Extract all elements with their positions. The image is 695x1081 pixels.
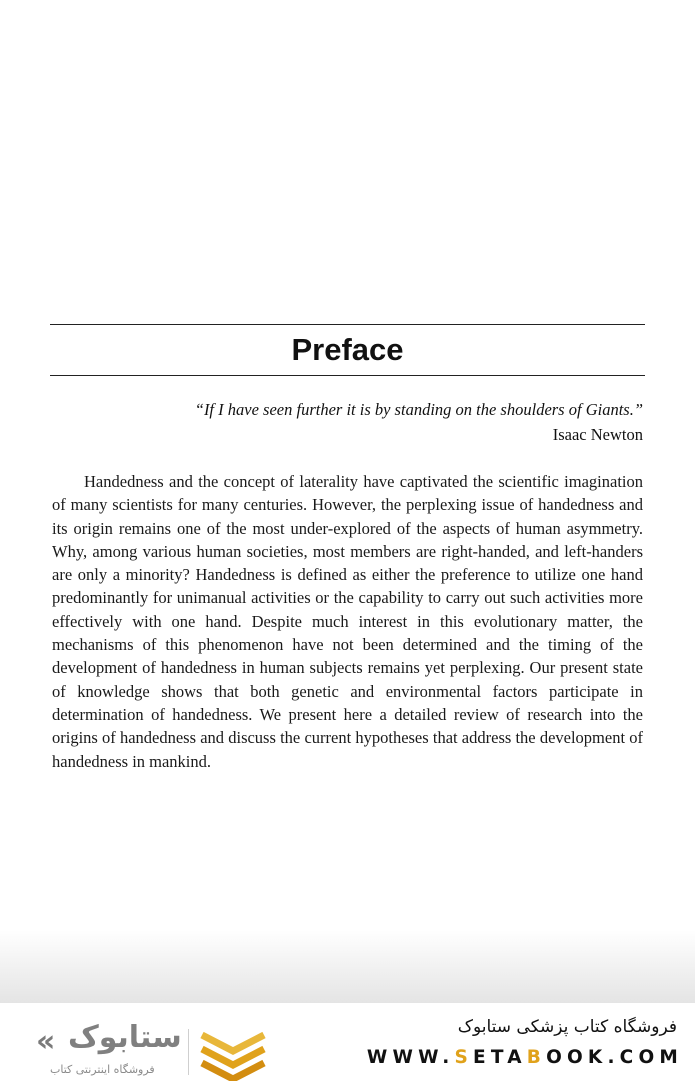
page-heading: Preface	[291, 332, 404, 367]
double-chevron-left-icon: «	[36, 1024, 56, 1059]
logo-divider	[188, 1029, 189, 1075]
logo-subtext: فروشگاه اینترنتی کتاب	[50, 1063, 155, 1076]
url-part-1: WWW.	[366, 1047, 455, 1068]
preface-body-paragraph: Handedness and the concept of laterality have captivated the scientific imagination of many scientists for many centuries. However, the perplexing issue of handedness and its origin remains one of the most under-explored of the aspects of human asymmetry. Why, among various human societies, most members are right-handed, and left-handers are only a minority? Handedness is defined as either the preference to utilize one hand predominantly for unimanual activities or the capability to carry out such activities more effectively with one hand. Despite much interest in this evolutionary matter, the mechanisms of this phenomenon have not been determined and the timing of the development of handedness in human subjects remains yet perplexing. Our present state of knowledge shows that both genetic and environmental factors participate in determination of handedness. We present here a detailed review of research into the origins of handedness and discuss the current hypotheses that address the development of handedness in mankind.	[52, 472, 643, 771]
logo-wordmark: ستابوک	[68, 1020, 182, 1055]
book-chevrons-icon	[198, 1025, 268, 1081]
page-shadow	[0, 930, 695, 1005]
epigraph-quote: “If I have seen further it is by standing on the shoulders of Giants.”	[194, 400, 643, 419]
url-part-2: ETA	[473, 1047, 527, 1068]
url-accent-1: S	[454, 1047, 473, 1068]
url-part-3: OOK.COM	[546, 1047, 683, 1068]
url-accent-2: B	[526, 1047, 547, 1068]
heading-rule-top	[50, 324, 645, 325]
store-title: فروشگاه کتاب پزشکی ستابوک	[457, 1017, 677, 1037]
setabook-logo	[36, 1013, 276, 1077]
epigraph-author: Isaac Newton	[552, 425, 643, 444]
store-url[interactable]	[367, 1046, 683, 1070]
watermark-footer	[0, 1003, 695, 1080]
heading-rule-bottom	[50, 375, 645, 376]
